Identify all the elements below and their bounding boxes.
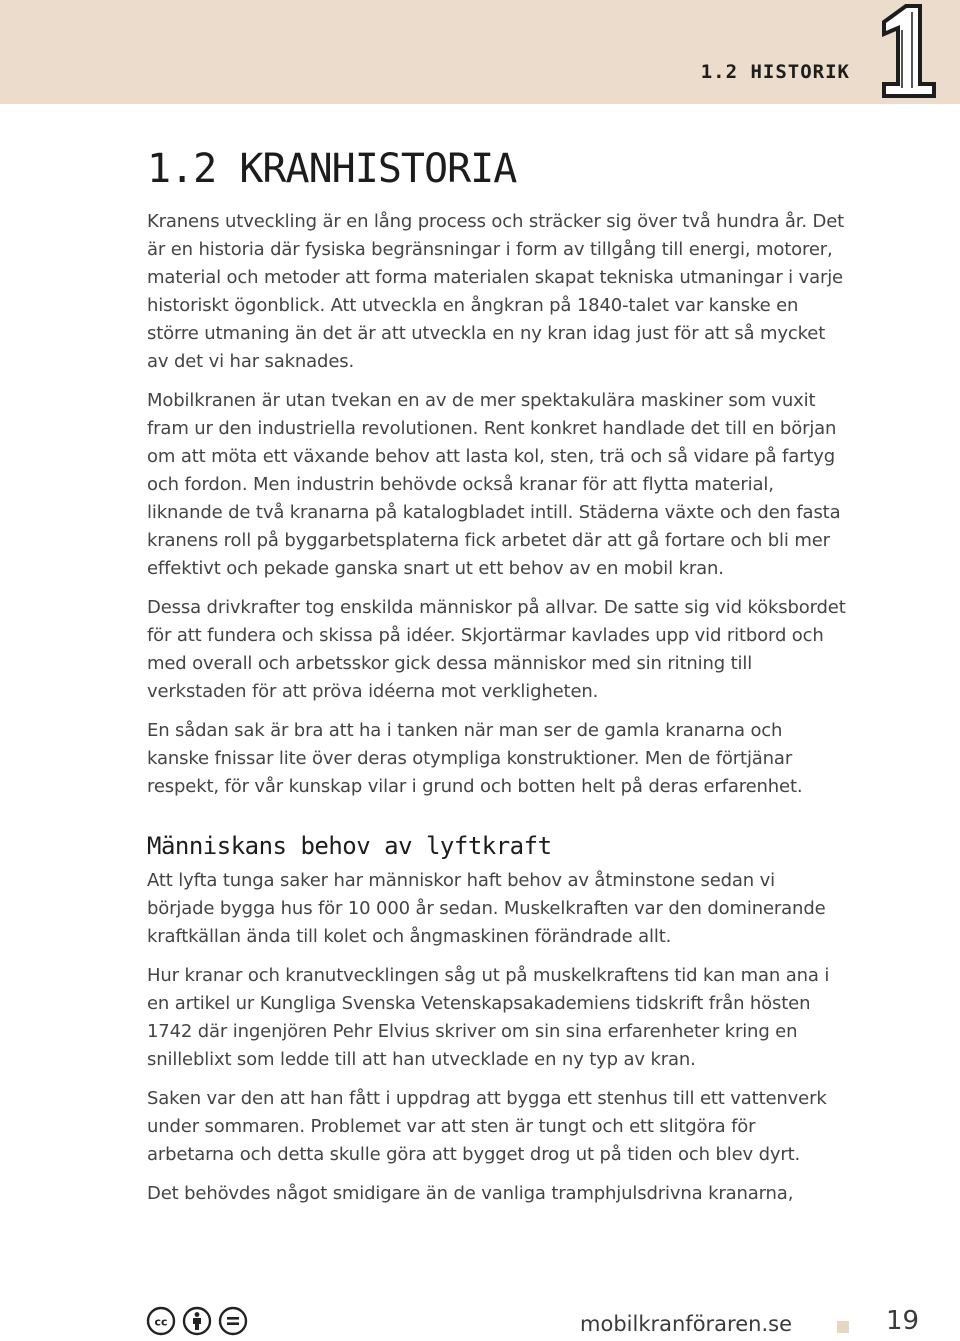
site-url: mobilkranföraren.se <box>580 1312 792 1336</box>
page-title: 1.2 KRANHISTORIA <box>147 146 517 192</box>
attribution-icon <box>182 1306 212 1336</box>
license-icons <box>146 1306 248 1336</box>
article-content <box>147 140 847 1219</box>
paragraph: Det behövdes något smidigare än de vanliga tramphjulsdrivna kranarna, <box>147 1183 794 1204</box>
section-heading: Människans behov av lyftkraft <box>147 832 552 860</box>
no-derivatives-icon <box>218 1306 248 1336</box>
paragraph: Att lyfta tunga saker har människor haft behov av åtminstone sedan vi började bygga hus för 10 000 år sedan. Muskelkraften var den dominerande kraftkällan ända till kolet och ångmaskinen förändrade allt. <box>147 870 826 947</box>
footer-accent-square <box>837 1321 849 1333</box>
page-footer <box>0 1300 960 1341</box>
section-label: 1.2 HISTORIK <box>700 61 850 83</box>
chapter-number-one-icon <box>872 0 942 100</box>
paragraph: Dessa drivkrafter tog enskilda människor på allvar. De satte sig vid köksbordet för att fundera och skissa på idéer. Skjortärmar kavlades upp vid ritbord och med overall och arbetsskor gick dessa människor med sin ritning till verkstaden för att pröva idéerna mot verkligheten. <box>147 597 846 702</box>
paragraph: En sådan sak är bra att ha i tanken när man ser de gamla kranarna och kanske fnissar lite över deras otympliga konstruktioner. Men de förtjänar respekt, för vår kunskap vilar i grund och botten helt på deras erfarenhet. <box>147 720 803 797</box>
paragraph: Hur kranar och kranutvecklingen såg ut på muskelkraftens tid kan man ana i en artikel ur Kungliga Svenska Vetenskapsakademiens tidskrift från hösten 1742 där ingenjören Pehr Elvius skriver om sin sina erfarenheter kring en snilleblixt som ledde till att han utvecklade en ny typ av kran. <box>147 965 830 1070</box>
cc-icon <box>146 1306 176 1336</box>
paragraph: Saken var den att han fått i uppdrag att bygga ett stenhus till ett vattenverk under sommaren. Problemet var att sten är tungt och ett slitgöra för arbetarna och detta skulle göra att bygget drog ut på tiden och blev dyrt. <box>147 1088 827 1165</box>
paragraph: Kranens utveckling är en lång process och sträcker sig över två hundra år. Det är en historia där fysiska begränsningar i form av tillgång till energi, motorer, material och metoder att forma materialen skapat tekniska utmaningar i varje historiskt ögonblick. Att utveckla en ångkran på 1840-talet var kanske en större utmaning än det är att utveckla en ny kran idag just för att så mycket av det vi har saknades. <box>147 211 845 372</box>
header-band <box>0 0 960 104</box>
paragraph: Mobilkranen är utan tvekan en av de mer spektakulära maskiner som vuxit fram ur den industriella revolutionen. Rent konkret handlade det till en början om att möta ett växande behov att lasta kol, sten, trä och så vidare på fartyg och fordon. Men industrin behövde också kranar för att flytta material, liknande de två kranarna på katalogbladet intill. Städerna växte och den fasta kranens roll på byggarbetsplaterna fick arbetet där att gå fortare och bli mer effektivt och pekade ganska snart ut ett behov av en mobil kran. <box>147 390 841 579</box>
svg-text:cc: cc <box>154 1315 168 1329</box>
page-number: 19 <box>886 1306 920 1336</box>
